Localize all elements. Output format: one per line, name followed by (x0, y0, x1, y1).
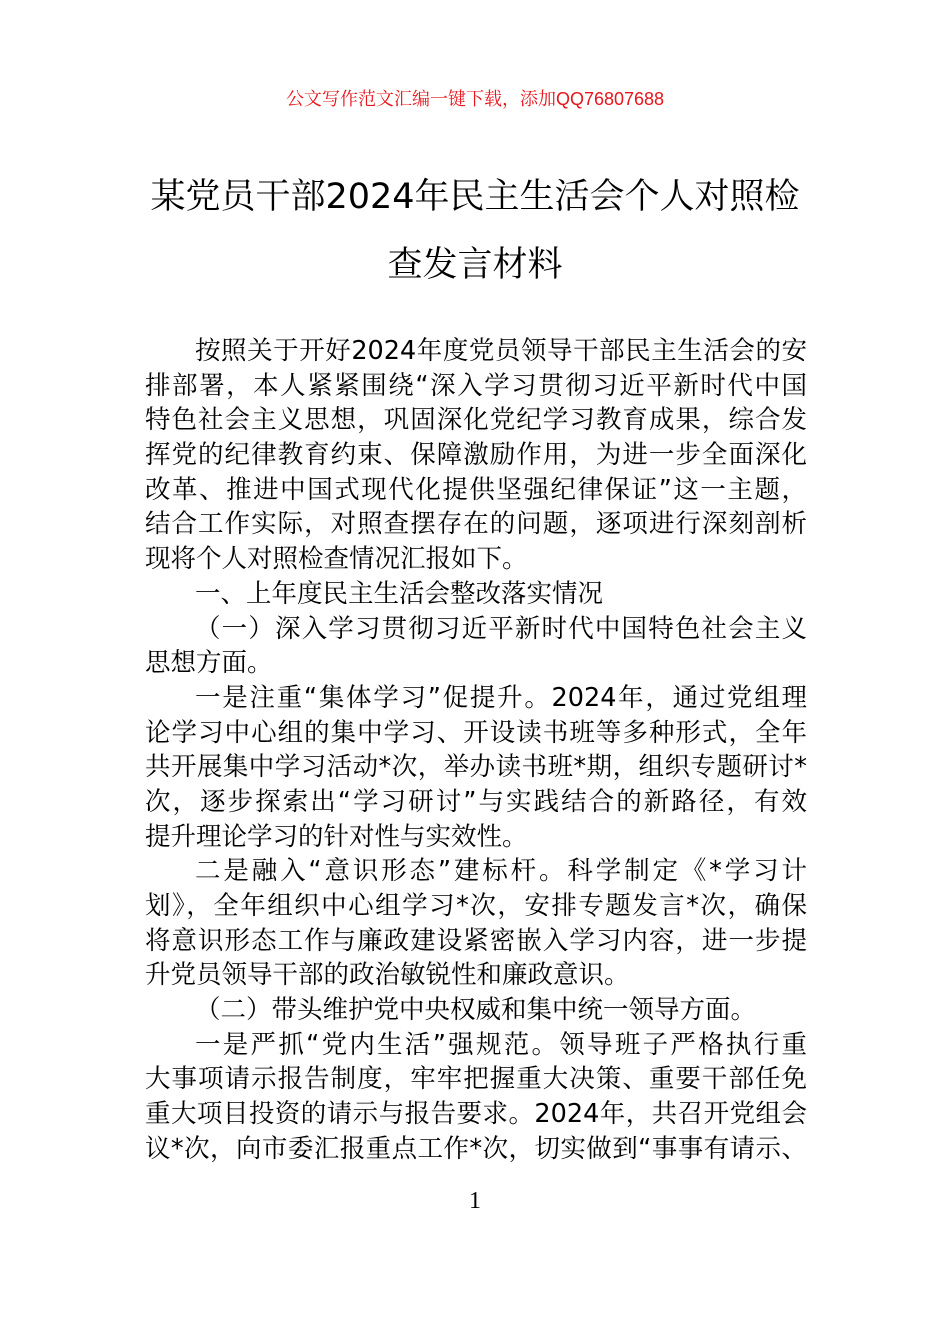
text-line: 特色社会主义思想，巩固深化党纪学习教育成果，综合发 (145, 405, 807, 436)
page-number: 1 (469, 1188, 481, 1214)
text-line: 现将个人对照检查情况汇报如下。 (145, 544, 528, 575)
text-line: 共开展集中学习活动*次，举办读书班*期，组织专题研讨* (145, 752, 807, 783)
paragraph (145, 854, 807, 993)
text-line: 一是注重“集体学习”促提升。2024年，通过党组理 (195, 682, 807, 713)
text-line: 大事项请示报告制度，牢牢把握重大决策、重要干部任免 (145, 1064, 807, 1095)
document-body (145, 334, 807, 1167)
text-line: 结合工作实际，对照查摆存在的问题，逐项进行深刻剖析 (145, 509, 807, 540)
paragraph (145, 612, 807, 681)
text-line: 排部署，本人紧紧围绕“深入学习贯彻习近平新时代中国 (145, 370, 807, 401)
text-line: 二是融入“意识形态”建标杆。科学制定《*学习计 (195, 856, 807, 887)
text-line: 将意识形态工作与廉政建设紧密嵌入学习内容，进一步提 (145, 925, 807, 956)
text-line: 思想方面。 (145, 648, 273, 679)
watermark-text: 公文写作范文汇编一键下载，添加QQ76807688 (285, 89, 665, 109)
paragraph (145, 577, 807, 612)
text-line: 升党员领导干部的政治敏锐性和廉政意识。 (145, 960, 630, 991)
text-line: （二）带头维护党中央权威和集中统一领导方面。 (195, 995, 757, 1026)
text-line: （一）深入学习贯彻习近平新时代中国特色社会主义 (195, 613, 807, 644)
text-line: 划》，全年组织中心组学习*次，安排专题发言*次，确保 (145, 891, 807, 921)
document-title-line-2: 查发言材料 (387, 245, 563, 285)
text-line: 论学习中心组的集中学习、开设读书班等多种形式，全年 (145, 717, 807, 748)
paragraph (145, 1028, 807, 1167)
text-line: 次，逐步探索出“学习研讨”与实践结合的新路径，有效 (145, 786, 807, 817)
text-line: 一是严抓“党内生活”强规范。领导班子严格执行重 (195, 1029, 807, 1060)
text-line: 议*次，向市委汇报重点工作*次，切实做到“事事有请示、 (145, 1133, 807, 1164)
text-line: 提升理论学习的针对性与实效性。 (145, 821, 528, 852)
document-title-line-1: 某党员干部2024年民主生活会个人对照检 (150, 177, 800, 217)
text-line: 按照关于开好2024年度党员领导干部民主生活会的安 (195, 336, 807, 366)
text-line: 改革、推进中国式现代化提供坚强纪律保证”这一主题， (145, 474, 807, 505)
paragraph (145, 993, 807, 1028)
text-line: 重大项目投资的请示与报告要求。2024年，共召开党组会 (145, 1099, 807, 1130)
text-line: 挥党的纪律教育约束、保障激励作用，为进一步全面深化 (145, 440, 807, 471)
text-line: 一、上年度民主生活会整改落实情况 (195, 578, 604, 609)
paragraph (145, 334, 807, 577)
paragraph (145, 681, 807, 854)
